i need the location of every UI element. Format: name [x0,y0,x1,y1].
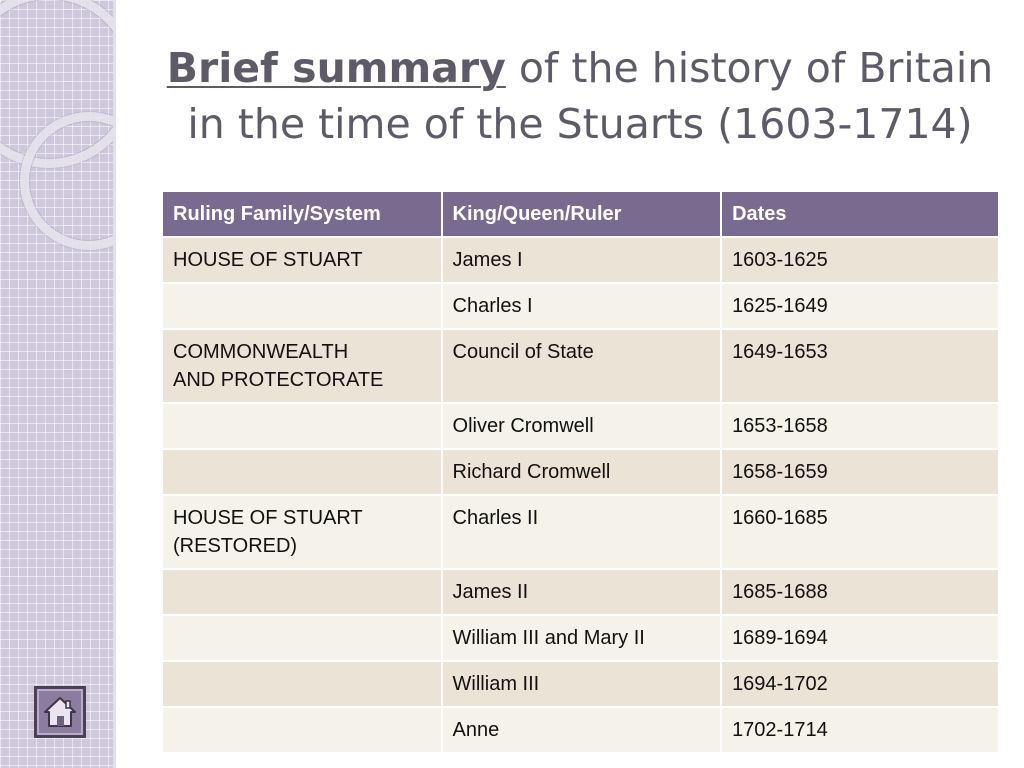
cell-ruling-family [162,449,442,495]
ruling-family-line: COMMONWEALTH [173,341,349,363]
cell-dates: 1603-1625 [721,237,999,283]
cell-ruling-family [162,329,442,403]
table-row [162,661,999,707]
cell-dates: 1653-1658 [721,403,999,449]
cell-ruler: William III [442,661,722,707]
table-row [162,403,999,449]
cell-ruler: James I [442,237,722,283]
table-row [162,237,999,283]
cell-ruling-family [162,237,442,283]
table-row [162,615,999,661]
cell-dates: 1702-1714 [721,707,999,753]
table-row [162,495,999,569]
cell-ruler: Oliver Cromwell [442,403,722,449]
stuart-history-table [161,190,1000,754]
table-row [162,707,999,753]
table-header-row [162,191,999,237]
cell-ruler: William III and Mary II [442,615,722,661]
decorative-sidebar [0,0,113,768]
cell-dates: 1689-1694 [721,615,999,661]
home-icon [43,695,77,729]
cell-dates: 1694-1702 [721,661,999,707]
cell-dates: 1625-1649 [721,283,999,329]
cell-dates: 1649-1653 [721,329,999,403]
table-row [162,449,999,495]
title-emphasis: Brief summary [166,44,506,92]
title-line1-rest: of the history of Britain [505,44,994,92]
cell-ruling-family [162,569,442,615]
cell-ruler: Anne [442,707,722,753]
table-row [162,329,999,403]
table-row [162,569,999,615]
header-dates: Dates [721,191,999,237]
ruling-family-line: HOUSE OF STUART [173,507,363,529]
home-button[interactable] [34,686,86,738]
table-body [162,237,999,753]
table-row [162,283,999,329]
cell-ruling-family [162,707,442,753]
title-line2: in the time of the Stuarts (1603-1714) [187,100,973,148]
cell-ruler: Charles I [442,283,722,329]
cell-dates: 1658-1659 [721,449,999,495]
cell-ruler: Richard Cromwell [442,449,722,495]
ruling-family-line: (RESTORED) [173,535,298,557]
cell-ruler: James II [442,569,722,615]
cell-ruling-family [162,403,442,449]
sidebar-edge [113,0,116,768]
cell-ruling-family [162,661,442,707]
cell-ruler: Council of State [442,329,722,403]
cell-ruling-family [162,283,442,329]
ruling-family-line: AND PROTECTORATE [173,369,384,391]
header-ruling-family: Ruling Family/System [162,191,442,237]
cell-ruling-family [162,495,442,569]
slide-title [150,40,1010,152]
cell-dates: 1660-1685 [721,495,999,569]
cell-ruler: Charles II [442,495,722,569]
ruling-family-line: HOUSE OF STUART [173,249,363,271]
header-ruler: King/Queen/Ruler [442,191,722,237]
cell-ruling-family [162,615,442,661]
cell-dates: 1685-1688 [721,569,999,615]
